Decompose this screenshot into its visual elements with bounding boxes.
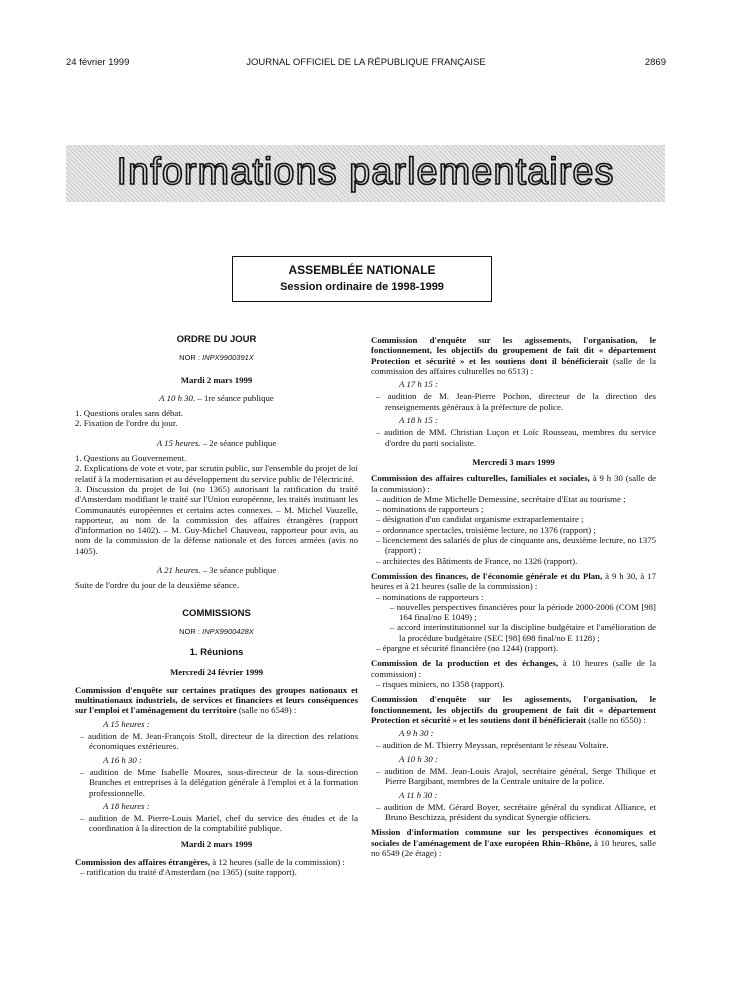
meeting-subitem: – nouvelles perspectives financières pour la période 2000-2006 (COM [98] 164 final/no E 1049) ;: [390, 601, 656, 623]
running-header: [66, 57, 666, 71]
seance-heading: [75, 438, 358, 448]
commission-room: à 10 heures (salle de la commission) :: [371, 658, 656, 679]
ordre-du-jour-title: ORDRE DU JOUR: [176, 334, 257, 345]
session-name: Session ordinaire de 1998-1999: [280, 281, 444, 293]
commission-entry: [371, 571, 656, 592]
right-column: [371, 335, 656, 858]
commission-room: à 9 h 30, à 17 heures et à 21 heures (salle de la commission) :: [371, 570, 656, 592]
meeting-item: – audition de MM. Jean-Louis Arajol, secrétaire général, Serge Thilique et Pierre Bargibant, membres de la Centrale unitaire de la police.: [376, 765, 656, 787]
day-heading: Mardi 2 mars 1999: [180, 374, 253, 385]
meeting-time: A 9 h 30 :: [399, 728, 434, 739]
seance-label: – 2e séance publique: [200, 437, 277, 448]
day-heading: Mardi 2 mars 1999: [180, 838, 253, 849]
nor-label: NOR :: [179, 353, 201, 363]
seance-label: – 3e séance publique: [200, 565, 277, 576]
nor-code: INPX9900391X: [202, 353, 254, 363]
seance-time: A 15 heures.: [156, 437, 201, 448]
journal-title: JOURNAL OFFICIEL DE LA RÉPUBLIQUE FRANÇAISE: [246, 57, 486, 68]
commission-entry: [371, 335, 656, 376]
chamber-box: [232, 256, 492, 302]
agenda-item: 1. Questions orales sans débat.: [75, 408, 183, 419]
meeting-item: – épargne et sécurité financière (no 1244) (rapport).: [376, 643, 559, 654]
page-number: 2869: [644, 57, 666, 68]
banner-title: Informations parlementaires: [116, 151, 615, 193]
commission-name: Commission d'enquête sur certaines pratiques des groupes nationaux et multinationaux industriels, de services et financiers et leurs conséquences sur l'emploi et l'aménagement du territoire: [75, 684, 358, 716]
meeting-time: A 16 h 30 :: [103, 754, 142, 765]
meeting-time: A 10 h 30 :: [399, 753, 438, 764]
agenda-item: 3. Discussion du projet de loi (no 1365) autorisant la ratification du traité d'Amsterdam modifiant le traité sur l'Union européenne, les traités instituant les Communautés européennes et certains actes connexes. – M. Michel Vauzelle, rapporteur, au nom de la commission des affaires étrangères (rapport d'information no 1402). – M. Guy-Michel Chauveau, rapporteur pour avis, au nom de la commission de la défense nationale et des forces armées (avis no 1405).: [75, 483, 358, 556]
meeting-item: – audition de M. Jean-Pierre Pochon, directeur de la direction des renseignements généraux à la préfecture de police.: [376, 391, 656, 412]
commission-name: Commission des affaires culturelles, familiales et sociales,: [371, 473, 590, 484]
commission-name: Commission de la production et des échanges,: [371, 658, 559, 669]
meeting-time: A 17 h 15 :: [399, 379, 438, 390]
commission-name: Mission d'information commune sur les perspectives économiques et sociales de l'aménagement de l'axe européen Rhin–Rhône,: [371, 827, 656, 848]
commission-name: Commission d'enquête sur les agissements, l'organisation, le fonctionnement, les objectifs du groupement de fait dit « département Protection et sécurité » et les soutiens dont il bénéficierait: [371, 694, 656, 725]
day-heading: Mercredi 24 février 1999: [169, 666, 264, 677]
meeting-time: A 18 h 15 :: [399, 415, 438, 426]
nor-code: INPX9900428X: [202, 626, 254, 636]
commission-room: (salle no 6549) :: [236, 705, 297, 716]
day-heading: Mercredi 3 mars 1999: [472, 456, 555, 467]
meeting-item: – ratification du traité d'Amsterdam (no 1365) (suite rapport).: [80, 867, 297, 878]
meeting-item: – audition de M. Pierre-Louis Mariel, chef du service des études et de la coordination à la direction de la comptabilité publique.: [80, 813, 358, 834]
seance-time: A 10 h 30.: [159, 392, 196, 403]
meeting-item: – désignation d'un candidat organisme extraparlementaire ;: [376, 514, 584, 525]
commission-entry: [371, 694, 656, 725]
commission-entry: [371, 827, 656, 858]
nor-label: NOR :: [179, 626, 201, 636]
seance-heading: [75, 393, 358, 403]
nor-reference: [75, 627, 358, 637]
commission-entry: [371, 658, 656, 679]
meeting-subitem: – accord interinstitutionnel sur la discipline budgétaire et l'amélioration de la procédure budgétaire (SEC [98] 698 final/no E 1128) ;: [390, 622, 656, 643]
seance-label: – 1re séance publique: [195, 392, 274, 403]
meeting-item: – nominations de rapporteurs ;: [376, 504, 484, 515]
agenda-item: 1. Questions au Gouvernement.: [75, 453, 187, 464]
meeting-item: – audition de M. Thierry Meyssan, représentant le réseau Voltaire.: [376, 740, 609, 751]
commission-name: Commission des finances, de l'économie générale et du Plan,: [371, 570, 603, 581]
commission-room: à 12 heures (salle de la commission) :: [210, 856, 345, 867]
commission-entry: [371, 473, 656, 494]
commission-room: à 10 heures, salle no 6549 (2e étage) :: [371, 837, 656, 859]
commission-room: (salle no 6550) :: [586, 714, 646, 725]
section-banner: [66, 145, 665, 202]
commission-name: Commission des affaires étrangères,: [75, 856, 211, 867]
meeting-item: – licenciement des salariés de plus de cinquante ans, deuxième lecture, no 1375 (rapport) ;: [376, 535, 656, 556]
meeting-item: – audition de MM. Christian Luçon et Loïc Rousseau, membres du service d'ordre du parti socialiste.: [376, 427, 656, 448]
commission-entry: [75, 685, 358, 716]
meeting-item: – audition de M. Jean-François Stoll, directeur de la direction des relations économiques extérieures.: [80, 731, 358, 752]
commissions-title: COMMISSIONS: [182, 607, 251, 619]
meeting-item: – ordonnance spectacles, troisième lecture, no 1376 (rapport) ;: [376, 524, 596, 535]
chamber-name: ASSEMBLÉE NATIONALE: [288, 263, 436, 277]
issue-date: 24 février 1999: [66, 57, 130, 68]
meeting-time: A 15 heures :: [103, 718, 150, 729]
meeting-time: A 18 heures :: [103, 800, 150, 811]
meeting-item: – architectes des Bâtiments de France, no 1326 (rapport).: [376, 555, 578, 566]
meeting-item: – audition de Mme Isabelle Moures, sous-directeur de la sous-direction Branches et entreprises à la délégation générale à l'emploi et à la formation professionnelle.: [80, 766, 358, 798]
seance-heading: [75, 565, 358, 575]
section-heading: 1. Réunions: [189, 647, 244, 659]
meeting-item: – risques miniers, no 1358 (rapport).: [376, 678, 505, 689]
commission-room: (salle de la commission des affaires culturelles no 6513) :: [371, 355, 656, 376]
nor-reference: [75, 353, 358, 363]
commission-entry: [75, 857, 358, 867]
agenda-item: 2. Explications de vote et vote, par scrutin public, sur l'ensemble du projet de loi relatif à la modernisation et au développement du service public de l'électricité.: [75, 463, 358, 484]
agenda-item: 2. Fixation de l'ordre du jour.: [75, 418, 178, 429]
commission-room: à 9 h 30 (salle de la commission) :: [371, 473, 657, 494]
left-column: [75, 335, 358, 878]
meeting-item: – audition de MM. Gérard Boyer, secrétaire général du syndicat Alliance, et Bruno Beschizza, président du syndicat Synergie officiers.: [376, 801, 656, 823]
meeting-item: – nominations de rapporteurs :: [376, 591, 484, 602]
commission-name: Commission d'enquête sur les agissements, l'organisation, le fonctionnement, les objectifs du groupement de fait dit « département Protection et sécurité » et les soutiens dont il bénéficierait: [371, 335, 656, 366]
seance-time: A 21 heures.: [156, 565, 201, 576]
meeting-item: – audition de Mme Michelle Demessine, secrétaire d'Etat au tourisme ;: [376, 493, 626, 504]
agenda-item: Suite de l'ordre du jour de la deuxième séance.: [75, 580, 240, 591]
meeting-time: A 11 h 30 :: [399, 789, 438, 800]
